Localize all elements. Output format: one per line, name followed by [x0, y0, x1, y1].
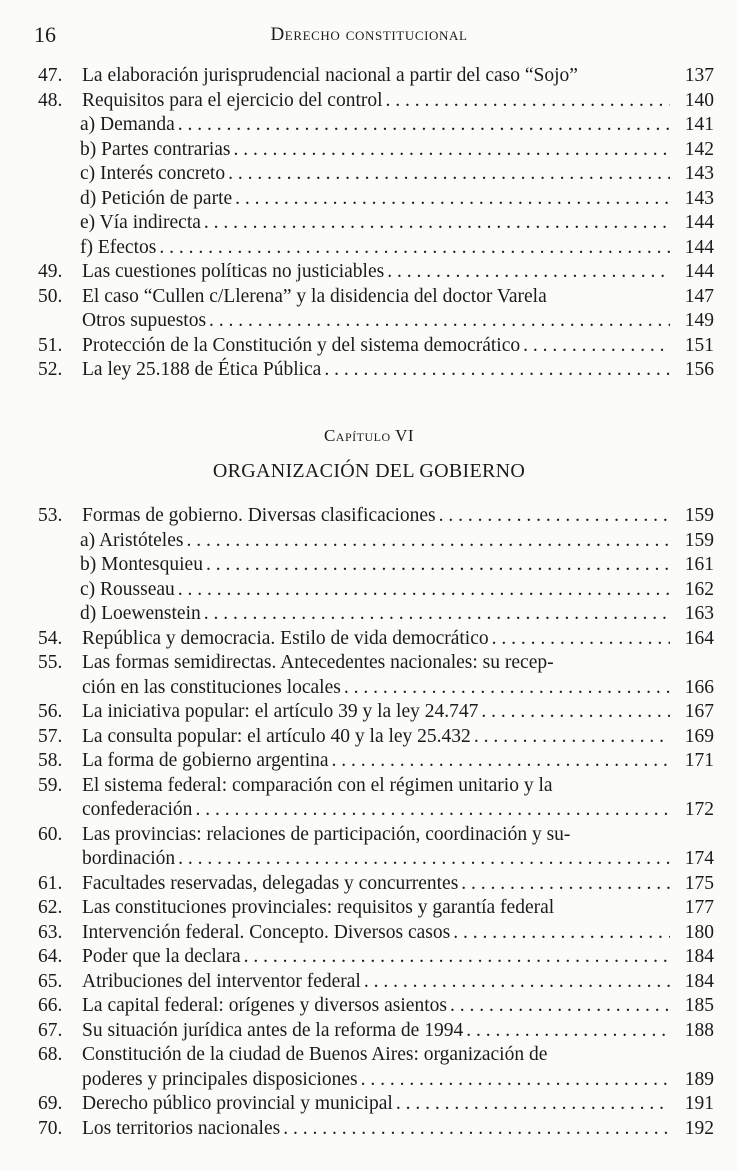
dot-leader: [458, 872, 670, 897]
entry-page: 159: [684, 529, 714, 551]
entry-body: [82, 749, 670, 774]
entry-page: 142: [684, 138, 714, 160]
entry-page: 143: [684, 163, 714, 184]
entry-title: Las formas semidirectas. Antecedentes nacionales: su recep-: [82, 652, 554, 673]
entry-page: 161: [684, 554, 714, 575]
entry-number: 53.: [38, 505, 63, 526]
entry-body: [82, 725, 670, 750]
dot-leader: [463, 1019, 670, 1044]
entry-title: Derecho público provincial y municipal: [82, 1093, 393, 1114]
entry-title-continuation: poderes y principales disposiciones: [82, 1068, 358, 1090]
entry-body: [82, 358, 670, 383]
entry-number: [38, 578, 80, 603]
toc-entry: [38, 921, 714, 946]
toc-subentry: [38, 553, 714, 578]
toc-entry: [38, 358, 714, 383]
toc-section-1: [38, 64, 714, 383]
entry-title: c) Rousseau: [80, 578, 175, 600]
entry-title: El sistema federal: comparación con el régimen unitario y la: [82, 774, 553, 796]
toc-subentry: [38, 113, 714, 138]
dot-leader: [436, 504, 670, 529]
entry-number: 57.: [38, 725, 63, 747]
toc-entry: [38, 285, 714, 310]
entry-number: 51.: [38, 334, 63, 356]
toc-subentry: [38, 187, 714, 212]
entry-page: 137: [684, 65, 714, 86]
entry-body: [80, 138, 670, 163]
toc-entry: [38, 1043, 714, 1092]
entry-body: [82, 1117, 670, 1142]
entry-body: [82, 872, 670, 897]
entry-number: 55.: [38, 652, 63, 673]
entry-title: Intervención federal. Concepto. Diversos casos: [82, 921, 451, 943]
dot-leader: [383, 89, 670, 114]
toc-entry: [38, 334, 714, 359]
toc-entry: [38, 725, 714, 750]
entry-number: 68.: [38, 1044, 63, 1065]
entry-page: 151: [684, 334, 714, 356]
entry-title: Atribuciones del interventor federal: [82, 970, 361, 992]
toc-subentry: [38, 162, 714, 187]
entry-title-continuation-line: [82, 1068, 714, 1093]
entry-number: [38, 553, 80, 578]
entry-title: e) Vía indirecta: [80, 212, 201, 233]
entry-number: 50.: [38, 285, 63, 307]
dot-leader: [232, 187, 670, 212]
running-head: Derecho constitucional: [270, 24, 468, 45]
entry-title: República y democracia. Estilo de vida democrático: [82, 627, 489, 649]
entry-title: Poder que la declara: [82, 946, 241, 967]
toc-subentry: [38, 236, 714, 261]
entry-body: [82, 651, 714, 700]
toc-entry: [38, 309, 714, 334]
entry-body: [80, 529, 670, 554]
entry-page: 169: [684, 725, 714, 747]
dot-leader: [447, 994, 670, 1019]
toc-subentry: [38, 602, 714, 627]
entry-page: 166: [684, 676, 714, 698]
dot-leader: [183, 529, 670, 554]
dot-leader: [341, 676, 670, 701]
entry-title-continuation: confederación: [82, 799, 193, 820]
toc-entry: [38, 1092, 714, 1117]
dot-leader: [361, 970, 670, 995]
entry-body: [82, 1043, 714, 1092]
dot-leader: [203, 553, 670, 578]
entry-title: c) Interés concreto: [80, 163, 226, 184]
entry-title: d) Petición de parte: [80, 187, 233, 209]
entry-page: 184: [684, 946, 714, 967]
entry-page: 174: [684, 848, 714, 869]
entry-body: [82, 700, 670, 725]
entry-title: Otros supuestos: [82, 310, 207, 331]
entry-title: Los territorios nacionales: [82, 1117, 281, 1139]
entry-number: 48.: [38, 89, 63, 111]
toc-entry: [38, 651, 714, 700]
dot-leader: [321, 358, 670, 383]
entry-number: 66.: [38, 995, 63, 1016]
toc-entry: [38, 774, 714, 823]
entry-body: [82, 1092, 670, 1117]
entry-page: 188: [684, 1019, 714, 1041]
toc-entry: [38, 627, 714, 652]
dot-leader: [206, 309, 670, 334]
dot-leader: [520, 334, 670, 359]
toc-entry: [38, 970, 714, 995]
entry-title: Requisitos para el ejercicio del control: [82, 89, 383, 111]
entry-number: [38, 162, 80, 187]
entry-title-continuation-line: [82, 798, 714, 823]
entry-body: [80, 187, 670, 212]
entry-number: 49.: [38, 261, 63, 282]
dot-leader: [175, 847, 670, 872]
entry-page: 167: [684, 701, 714, 722]
entry-number: 61.: [38, 872, 63, 894]
toc-subentry: [38, 578, 714, 603]
entry-number: 65.: [38, 970, 63, 992]
dot-leader: [471, 725, 670, 750]
entry-body: [80, 211, 670, 236]
entry-page: 177: [684, 897, 714, 918]
dot-leader: [358, 1068, 670, 1093]
dot-leader: [201, 602, 670, 627]
entry-title: La iniciativa popular: el artículo 39 y la ley 24.747: [82, 701, 479, 722]
entry-page: 192: [684, 1117, 714, 1139]
entry-number: 62.: [38, 897, 63, 918]
entry-number: 47.: [38, 65, 63, 86]
entry-number: 70.: [38, 1117, 63, 1139]
entry-title: La ley 25.188 de Ética Pública: [82, 359, 322, 380]
dot-leader: [231, 138, 670, 163]
entry-title: b) Partes contrarias: [80, 138, 231, 160]
entry-body: [82, 334, 670, 359]
entry-body: [82, 921, 670, 946]
entry-page: 156: [684, 359, 714, 380]
entry-title: Protección de la Constitución y del sistema democrático: [82, 334, 521, 356]
entry-title: Constitución de la ciudad de Buenos Aires: organización de: [82, 1044, 548, 1065]
chapter-title: ORGANIZACIÓN DEL GOBIERNO: [212, 460, 526, 482]
entry-title: b) Montesquieu: [80, 554, 203, 575]
entry-page: 162: [684, 578, 714, 600]
entry-page: 149: [684, 310, 714, 331]
entry-title: f) Efectos: [80, 236, 157, 258]
entry-title: Su situación jurídica antes de la reforma de 1994: [82, 1019, 464, 1041]
entry-page: 191: [684, 1093, 714, 1114]
entry-title: Formas de gobierno. Diversas clasificaciones: [82, 505, 436, 526]
dot-leader: [201, 211, 670, 236]
entry-body: [82, 774, 714, 823]
entry-page: 189: [684, 1068, 714, 1090]
toc-entry: [38, 700, 714, 725]
entry-page: 185: [684, 995, 714, 1016]
entry-title-continuation-line: [82, 847, 714, 872]
dot-leader: [329, 749, 670, 774]
toc-entry: [38, 504, 714, 529]
entry-body: [82, 970, 670, 995]
dot-leader: [175, 113, 670, 138]
entry-body: [80, 113, 670, 138]
entry-body: [82, 285, 670, 310]
page-number: 16: [34, 22, 56, 47]
entry-number: [38, 211, 80, 236]
entry-title: d) Loewenstein: [80, 603, 201, 624]
entry-body: [82, 627, 670, 652]
toc-subentry: [38, 529, 714, 554]
toc-entry: [38, 872, 714, 897]
entry-page: 171: [684, 750, 714, 771]
toc-entry: [38, 896, 714, 921]
entry-title-continuation: bordinación: [82, 848, 176, 869]
toc-subentry: [38, 138, 714, 163]
entry-body: [80, 162, 670, 187]
dot-leader: [450, 921, 670, 946]
entry-page: 144: [684, 236, 714, 258]
entry-number: [38, 529, 80, 554]
entry-page: 141: [684, 114, 714, 135]
page-header: [30, 22, 708, 48]
toc-subentry: [38, 211, 714, 236]
chapter-label: Capítulo VI: [323, 426, 415, 445]
entry-number: [38, 187, 80, 212]
entry-body: [82, 89, 670, 114]
toc-entry: [38, 1019, 714, 1044]
entry-body: [82, 504, 670, 529]
entry-title: a) Demanda: [80, 114, 175, 135]
entry-body: [80, 578, 670, 603]
entry-number: 54.: [38, 627, 63, 649]
entry-number: 52.: [38, 359, 63, 380]
toc-entry: [38, 945, 714, 970]
entry-body: [80, 602, 670, 627]
toc-entry: [38, 64, 714, 89]
entry-body: [82, 309, 670, 334]
entry-page: 144: [684, 261, 714, 282]
dot-leader: [241, 945, 670, 970]
toc-entry: [38, 89, 714, 114]
entry-title-continuation: ción en las constituciones locales: [82, 676, 341, 698]
dot-leader: [225, 162, 670, 187]
entry-number: 59.: [38, 774, 63, 796]
toc-entry: [38, 994, 714, 1019]
entry-body: [82, 896, 670, 921]
entry-title: Facultades reservadas, delegadas y concurrentes: [82, 872, 459, 894]
entry-number: [38, 113, 80, 138]
dot-leader: [156, 236, 670, 261]
entry-page: 163: [684, 603, 714, 624]
entry-page: 180: [684, 921, 714, 943]
entry-number: [38, 602, 80, 627]
dot-leader: [192, 798, 670, 823]
entry-body: [82, 64, 670, 89]
entry-page: 143: [684, 187, 714, 209]
entry-number: [38, 309, 82, 334]
dot-leader: [489, 627, 670, 652]
entry-title-continuation-line: [82, 676, 714, 701]
entry-number: 58.: [38, 750, 63, 771]
toc-entry: [38, 749, 714, 774]
entry-body: [82, 945, 670, 970]
toc-section-2: [38, 504, 714, 1141]
entry-body: [82, 994, 670, 1019]
toc-entry: [38, 823, 714, 872]
entry-body: [80, 553, 670, 578]
entry-body: [82, 260, 670, 285]
entry-title: a) Aristóteles: [80, 529, 184, 551]
entry-body: [82, 1019, 670, 1044]
entry-page: 144: [684, 212, 714, 233]
entry-page: 175: [684, 872, 714, 894]
dot-leader: [384, 260, 670, 285]
entry-number: [38, 138, 80, 163]
dot-leader: [478, 700, 670, 725]
entry-number: 63.: [38, 921, 63, 943]
entry-number: 67.: [38, 1019, 63, 1041]
entry-title: La capital federal: orígenes y diversos asientos: [82, 995, 447, 1016]
dot-leader: [175, 578, 670, 603]
entry-body: [82, 823, 714, 872]
toc-entry: [38, 1117, 714, 1142]
entry-page: 164: [684, 627, 714, 649]
dot-leader: [280, 1117, 670, 1142]
entry-title: La forma de gobierno argentina: [82, 750, 329, 771]
entry-title: La consulta popular: el artículo 40 y la ley 25.432: [82, 725, 471, 747]
entry-page: 184: [684, 970, 714, 992]
entry-number: [38, 236, 80, 261]
entry-title: Las constituciones provinciales: requisitos y garantía federal: [82, 897, 555, 918]
entry-body: [80, 236, 670, 261]
entry-page: 147: [684, 285, 714, 307]
toc-entry: [38, 260, 714, 285]
entry-title: El caso “Cullen c/Llerena” y la disidencia del doctor Varela: [82, 285, 547, 307]
entry-number: 64.: [38, 946, 63, 967]
entry-number: 69.: [38, 1093, 63, 1114]
entry-title: La elaboración jurisprudencial nacional a partir del caso “Sojo”: [82, 65, 578, 86]
entry-title: Las provincias: relaciones de participación, coordinación y su-: [82, 823, 571, 845]
entry-page: 159: [684, 505, 714, 526]
entry-number: 56.: [38, 701, 63, 722]
entry-page: 172: [684, 799, 714, 820]
entry-page: 140: [684, 89, 714, 111]
entry-title: Las cuestiones políticas no justiciables: [82, 261, 385, 282]
dot-leader: [393, 1092, 670, 1117]
entry-number: 60.: [38, 823, 63, 845]
